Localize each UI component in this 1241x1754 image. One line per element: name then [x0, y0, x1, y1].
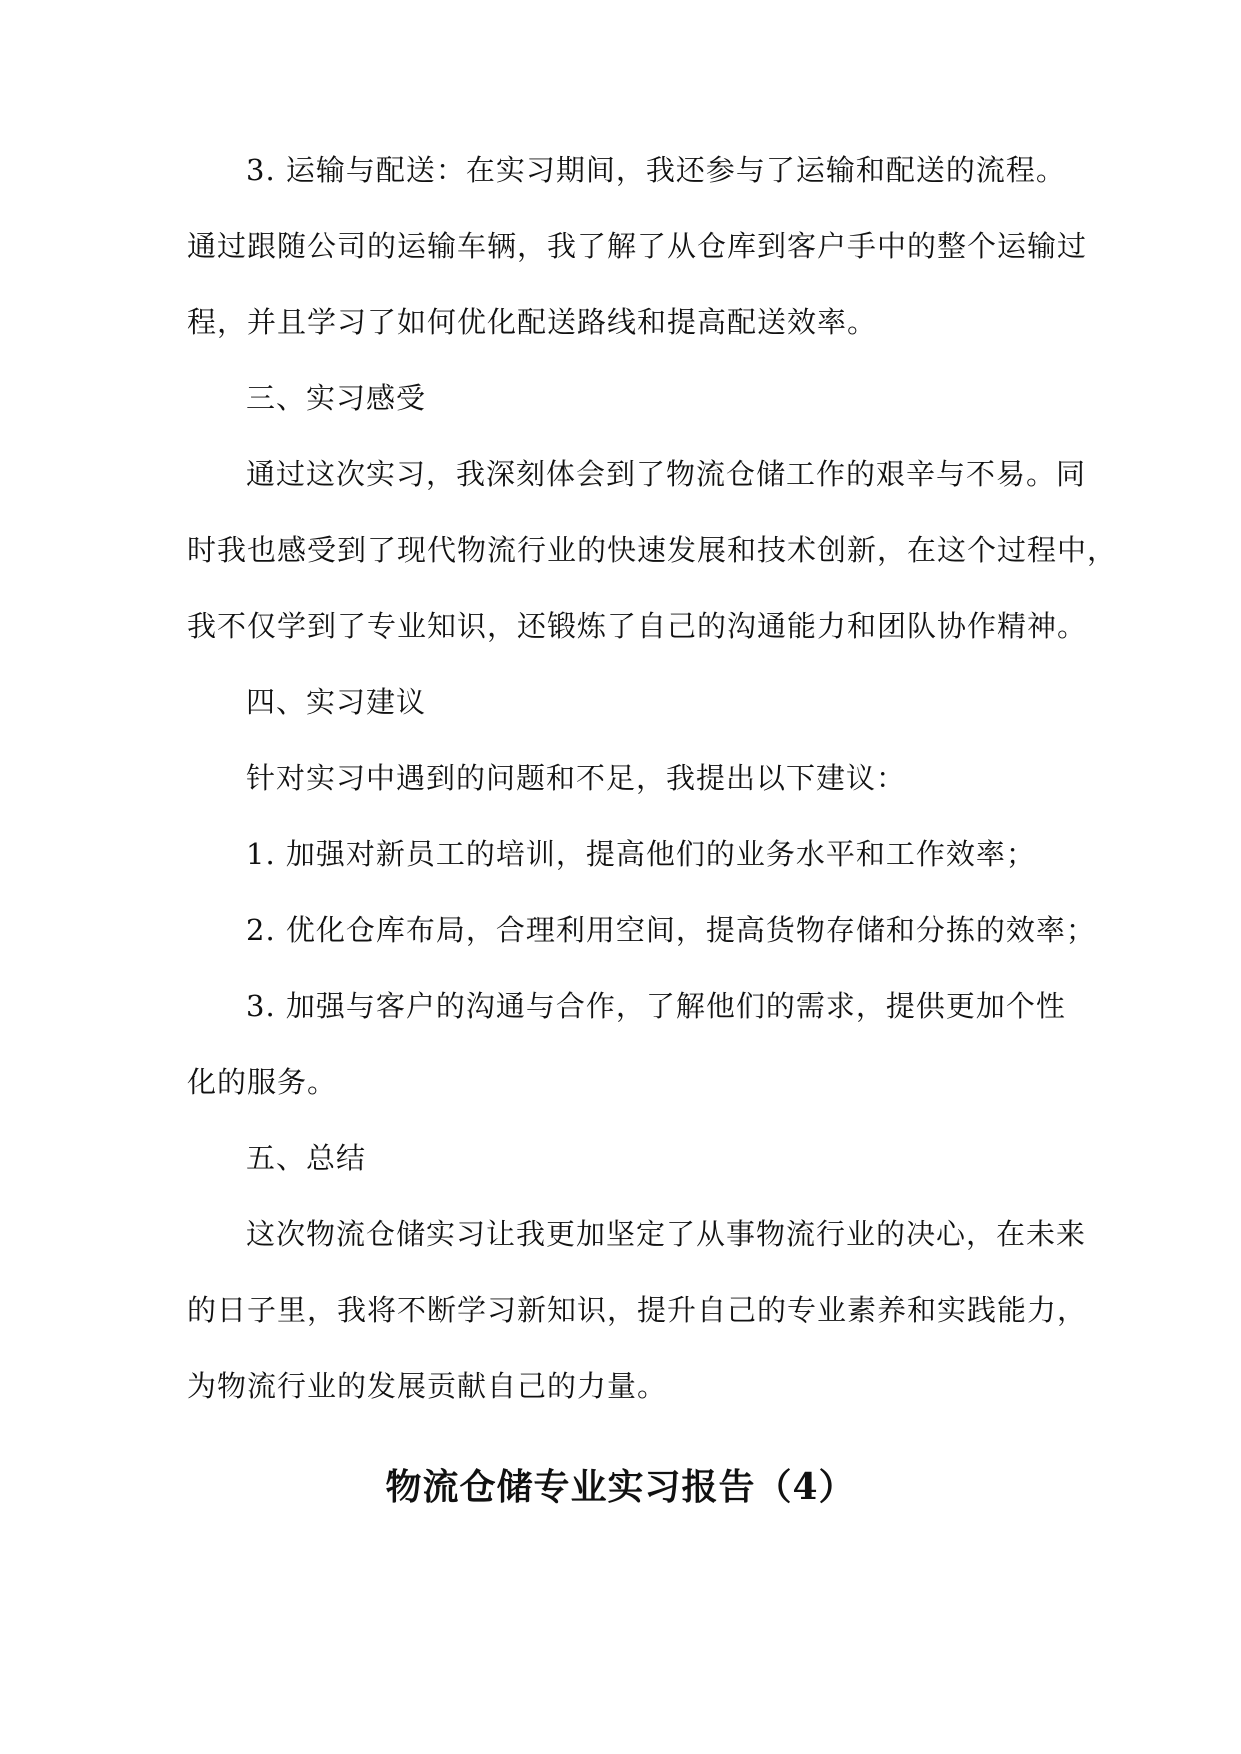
paragraph-line: 通过跟随公司的运输车辆，我了解了从仓库到客户手中的整个运输过: [187, 229, 1088, 263]
paragraph-line: 的日子里，我将不断学习新知识，提升自己的专业素养和实践能力，: [187, 1293, 1088, 1327]
paragraph-line: 针对实习中遇到的问题和不足，我提出以下建议：: [246, 761, 907, 795]
list-item: 1. 加强对新员工的培训，提高他们的业务水平和工作效率；: [246, 837, 1036, 871]
list-item-continuation: 化的服务。: [187, 1065, 338, 1099]
paragraph-line: 这次物流仓储实习让我更加坚定了从事物流行业的决心，在未来: [246, 1217, 1087, 1251]
next-report-title: 物流仓储专业实习报告（4）: [385, 1466, 856, 1508]
paragraph-line: 时我也感受到了现代物流行业的快速发展和技术创新，在这个过程中，: [187, 533, 1118, 567]
paragraph-line: 为物流行业的发展贡献自己的力量。: [187, 1369, 668, 1403]
list-item: 2. 优化仓库布局，合理利用空间，提高货物存储和分拣的效率；: [246, 913, 1096, 947]
section-heading: 三、实习感受: [246, 381, 427, 415]
section-heading: 四、实习建议: [246, 685, 427, 719]
list-item: 3. 加强与客户的沟通与合作，了解他们的需求，提供更加个性: [246, 989, 1066, 1023]
paragraph-line: 程，并且学习了如何优化配送路线和提高配送效率。: [187, 305, 878, 339]
paragraph-line: 我不仅学到了专业知识，还锻炼了自己的沟通能力和团队协作精神。: [187, 609, 1088, 643]
section-heading: 五、总结: [246, 1141, 367, 1175]
paragraph-line: 通过这次实习，我深刻体会到了物流仓储工作的艰辛与不易。同: [246, 457, 1087, 491]
paragraph-line: 3. 运输与配送：在实习期间，我还参与了运输和配送的流程。: [246, 153, 1066, 187]
